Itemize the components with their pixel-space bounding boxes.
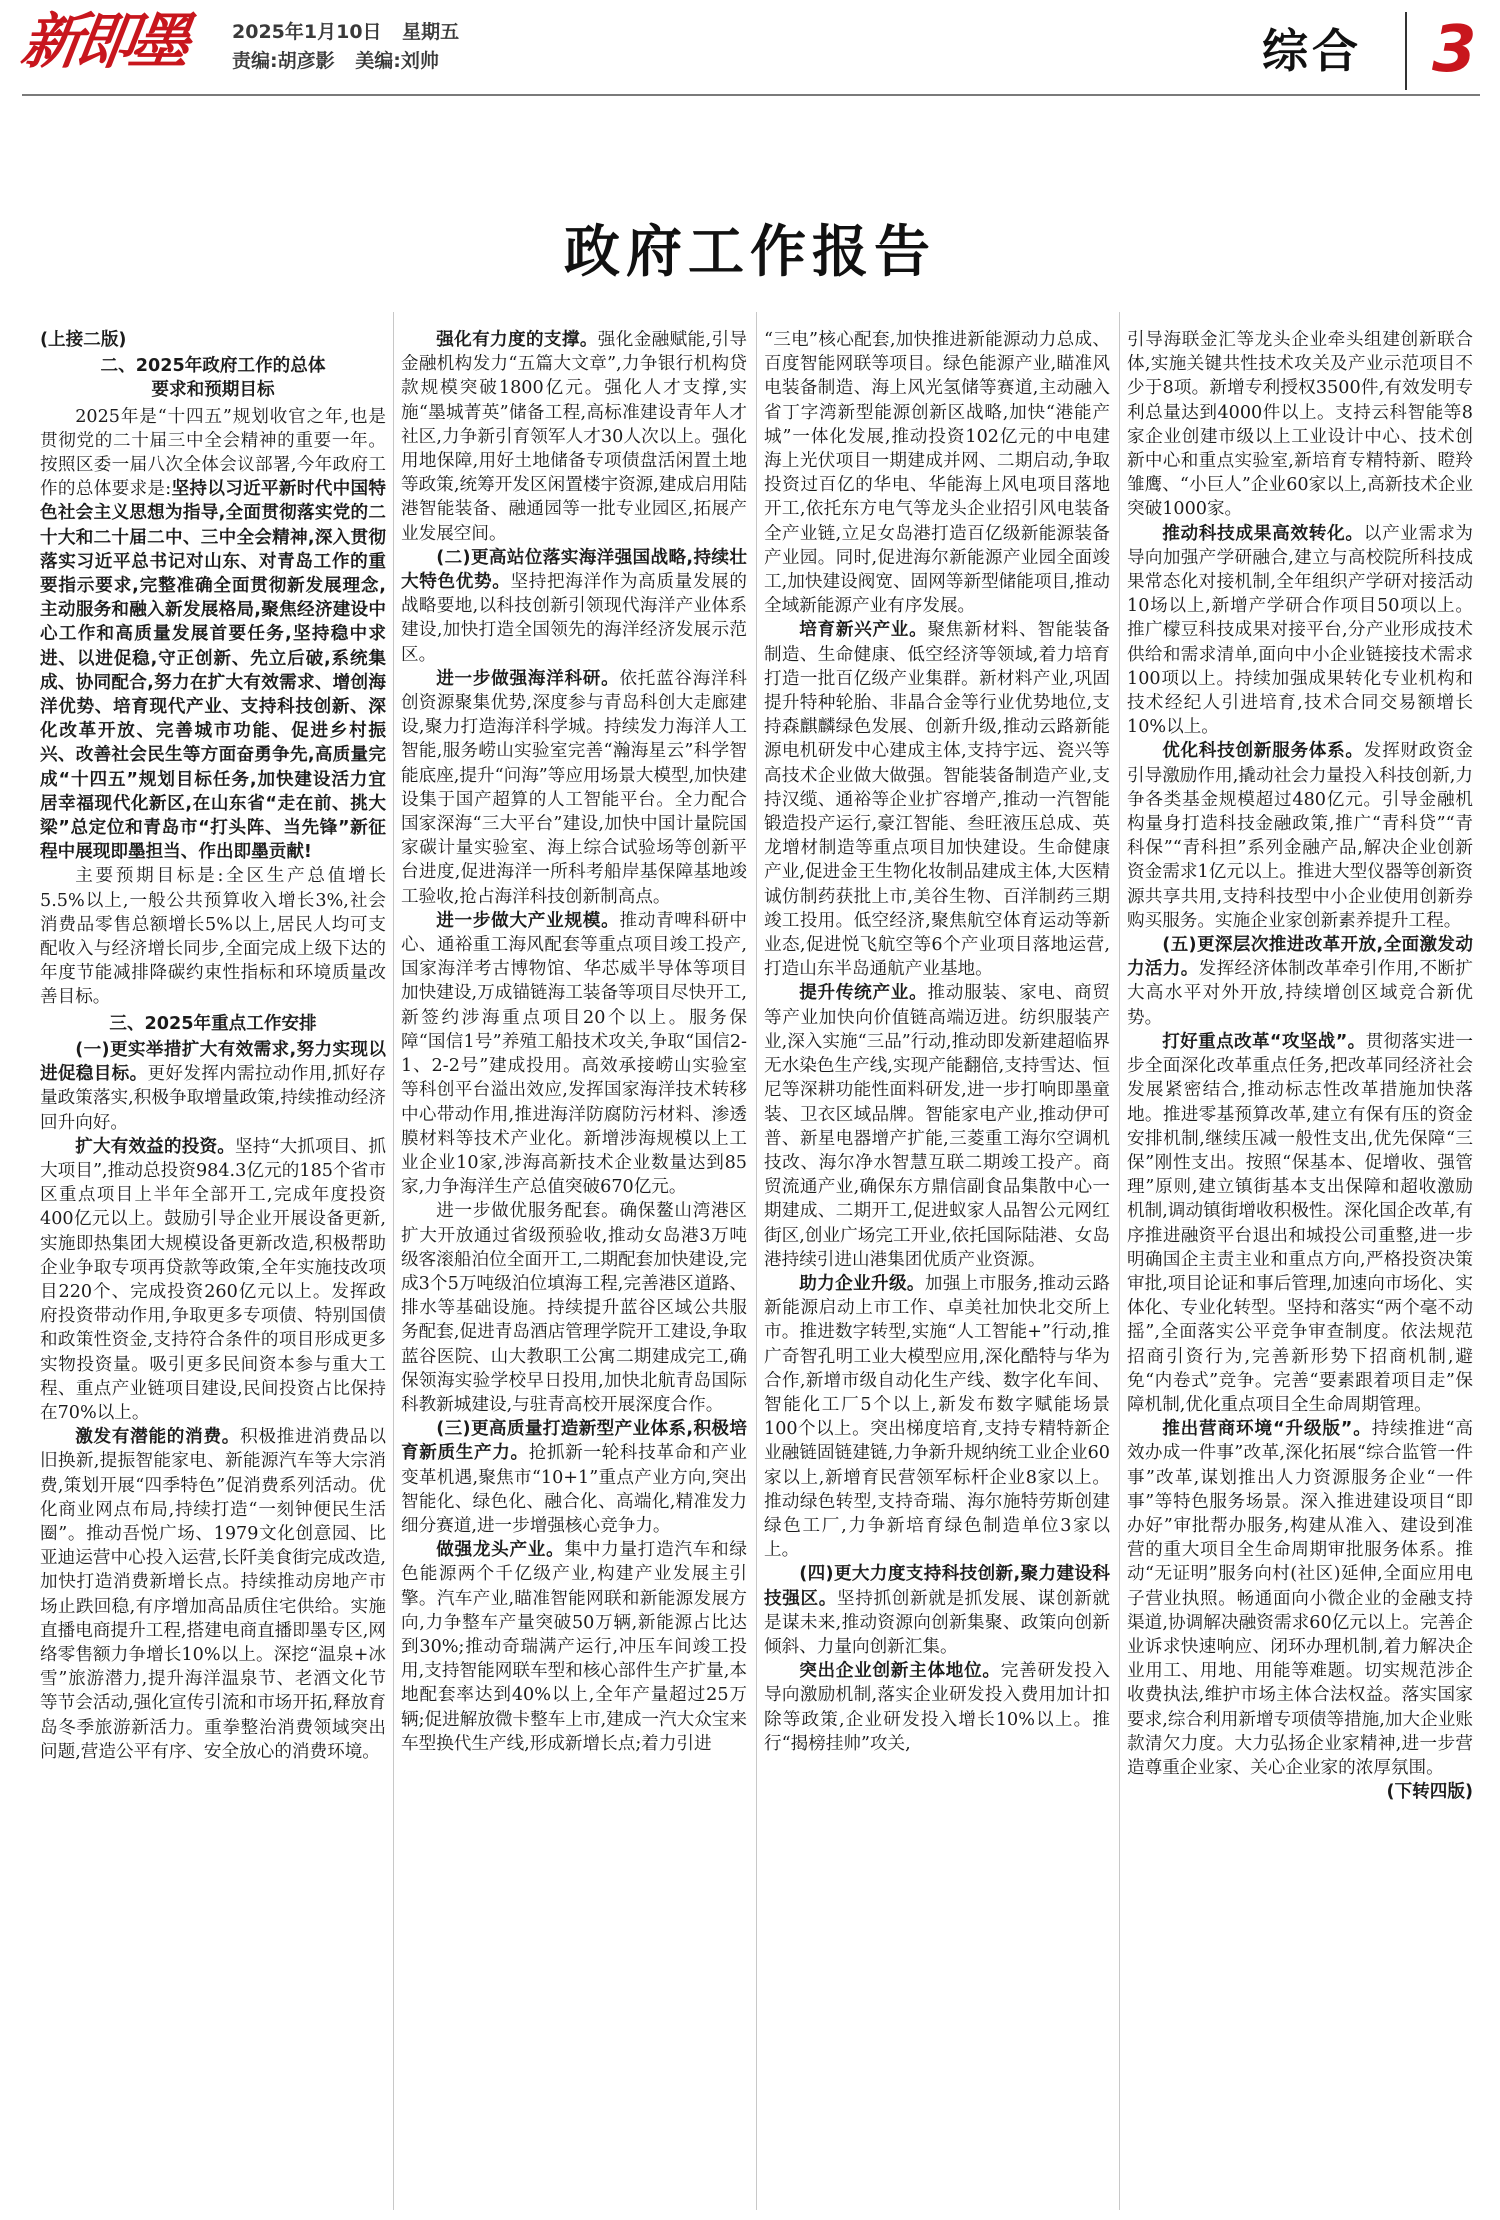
subsection-heading: (三)更高质量打造新型产业体系,积极培育新质生产力。 [401,1419,747,1464]
paragraph-text: 推动青啤科研中心、通裕重工海风配套等重点项目竣工投产,国家海洋考古博物馆、华芯威半导体等项目加快建设,万成锚链海工装备等项目尽快开工,新签约涉海重点项目20个以上。服务保障“国信1号”养殖工船技术攻关,争取“国信2-1、2-2号”建成投用。高效承接崂山实验室等科创平台溢出效应,发挥国家海洋技术转移中心带动作用,推进海洋防腐防污材料、渗透膜材料等技术产业化。新增涉海规模以上工业企业10家,涉海高新技术企业数量达到85家,力争海洋生产总值突破670亿元。 [401,910,747,1198]
column-divider [756,312,757,2210]
article-column-4 [1127,328,1473,2218]
paragraph-lead: 打好重点改革“攻坚战”。 [1162,1031,1366,1052]
section-heading: 三、2025年重点工作安排 [109,1013,317,1034]
paragraph-lead: 进一步做强海洋科研。 [436,668,620,689]
paragraph-text: 坚持抓创新就是抓发展、谋创新就是谋未来,推动资源向创新集聚、政策向创新倾斜、力量向创新汇集。 [764,1588,1110,1657]
paragraph-lead: 强化有力度的支撑。 [436,330,598,350]
paragraph-text: 发挥财政资金引导激励作用,撬动社会力量投入科技创新,力争各类基金规模超过480亿元。引导金融机构量身打造科技金融政策,推广“青科贷”“青科保”“青科担”系列金融产品,解决企业创新资金需求1亿元以上。推进大型仪器等创新资源共享共用,支持科技型中小企业使用创新券购买服务。实施企业家创新素养提升工程。 [1127,741,1473,931]
paragraph: 主要预期目标是:全区生产总值增长5.5%以上,一般公共预算收入增长3%,社会消费品零售总额增长5%以上,居民人均可支配收入与经济增长同步,全面完成上级下达的年度节能减排降碳约束性指标和环境质量改善目标。 [40,866,386,1008]
column-divider [1119,312,1120,2210]
paragraph-text: 积极推进消费品以旧换新,提振智能家电、新能源汽车等大宗消费,策划开展“四季特色”促消费系列活动。优化商业网点布局,持续打造“一刻钟便民生活圈”。推动吾悦广场、1979文化创意园、比亚迪运营中心投入运营,长阡美食街完成改造,加快打造消费新增长点。持续推动房地产市场止跌回稳,有序增加高品质住宅供给。实施直播电商提升工程,搭建电商直播即墨专区,网络零售额力争增长10%以上。深挖“温泉+冰雪”旅游潜力,提升海洋温泉节、老酒文化节等节会活动,强化宣传引流和市场开拓,释放育岛冬季旅游新活力。重拳整治消费领域突出问题,营造公平有序、安全放心的消费环境。 [40,1427,386,1762]
paragraph-text: 持续推进“高效办成一件事”改革,深化拓展“综合监管一件事”改革,谋划推出人力资源服务企业“一件事”等特色服务场景。深入推进建设项目“即办好”审批帮办服务,构建从准入、建设到准营的重大项目全生命周期审批服务体系。推动“无证明”服务向村(社区)延伸,全面应用电子营业执照。畅通面向小微企业的金融支持渠道,协调解决融资需求60亿元以上。完善企业诉求快速响应、闭环办理机制,着力解决企业用工、用地、用能等难题。切实规范涉企收费执法,维护市场主体合法权益。落实国家要求,综合利用新增专项债等措施,加大企业账款清欠力度。大力弘扬企业家精神,进一步营造尊重企业家、关心企业家的浓厚氛围。 [1127,1419,1473,1778]
paragraph-text: 聚焦新材料、智能装备制造、生命健康、低空经济等领域,着力培育打造一批百亿级产业集群。新材料产业,巩固提升特种轮胎、非晶合金等行业优势地位,支持森麒麟绿色发展、创新升级,推动云路新能源电机研发中心建成主体,支持宇远、瓷兴等高技术企业做大做强。智能装备制造产业,支持汉缆、通裕等企业扩容增产,推动一汽智能锻造投产运行,豪江智能、叁旺液压总成、英龙增材制造等重点项目加快建设。生命健康产业,促进金王生物化妆制品建成主体,大医精诚仿制药获批上市,美谷生物、百洋制药三期竣工投用。低空经济,聚焦航空体育运动等新业态,促进悦飞航空等6个产业项目落地运营,打造山东半岛通航产业基地。 [764,620,1110,980]
paragraph: 引导海联金汇等龙头企业牵头组建创新联合体,实施关键共性技术攻关及产业示范项目不少于8项。新增专利授权3500件,有效发明专利总量达到4000件以上。支持云科智能等8家企业创建市级以上工业设计中心、技术创新中心和重点实验室,新培育专精特新、瞪羚雏鹰、“小巨人”企业60家以上,高新技术企业突破1000家。 [1127,330,1473,520]
article-column-3 [764,328,1110,2218]
paragraph-text: 发挥经济体制改革牵引作用,不断扩大高水平对外开放,持续增创区域竞合新优势。 [1127,959,1473,1028]
paragraph [401,1417,747,1538]
masthead-rule [22,94,1480,96]
paragraph [40,1425,386,1764]
page-number: 3 [1432,13,1477,87]
paragraph [1127,739,1473,933]
masthead-divider [1405,12,1407,90]
column-divider [393,312,394,2210]
subsection-heading: (一)更实举措扩大有效需求,努力实现以进促稳目标。 [40,1039,386,1085]
paragraph-lead: 进一步做大产业规模。 [436,910,620,931]
paragraph-text: 坚持“大抓项目、抓大项目”,推动总投资984.3亿元的185个省市区重点项目上半年全部开工,完成年度投资400亿元以上。鼓励引导企业开展设备更新,实施即热集团大规模设备更新改造,积极帮助企业争取专项再贷款等政策,全年实施技改项目220个、完成投资260亿元以上。发挥政府投资带动作用,争取更多专项债、特别国债和政策性资金,支持符合条件的项目形成更多实物投资量。吸引更多民间资本参与重大工程、重点产业链项目建设,民间投资占比保持在70%以上。 [40,1136,386,1423]
paragraph [1127,522,1473,740]
newspaper-logo: 新即墨 [17,7,189,77]
paragraph-text: 贯彻落实进一步全面深化改革重点任务,把改革同经济社会发展紧密结合,推动标志性改革措施加快落地。推进零基预算改革,建立有保有压的资金安排机制,继续压减一般性支出,优先保障“三保”刚性支出。按照“保基本、促增收、强管理”原则,建立镇街基本支出保障和超收激励机制,调动镇街增收积极性。深化国企改革,有序推进融资平台退出和城投公司重整,进一步明确国企主责主业和重点方向,严格投资决策审批,项目论证和事后管理,加速向市场化、实体化、专业化转型。坚持和落实“两个毫不动摇”,全面落实公平竞争审查制度。依法规范招商引资行为,完善新形势下招商机制,避免“内卷式”竞争。完善“要素跟着项目走”保障机制,优化重点项目全生命周期管理。 [1127,1031,1473,1415]
paragraph-lead: 培育新兴产业。 [799,620,928,641]
paragraph: 进一步做优服务配套。确保鳌山湾港区扩大开放通过省级预验收,推动女岛港3万吨级客滚船泊位全面开工,二期配套加快建设,完成3个5万吨级泊位填海工程,完善港区道路、排水等基础设施。持续提升蓝谷区域公共服务配套,促进青岛酒店管理学院开工建设,争取蓝谷医院、山大教职工公寓二期建成完工,确保领海实验学校早日投用,加快北航青岛国际科教新城建设,与驻青高校开展深度合作。 [401,1201,747,1415]
heading-line: 要求和预期目标 [151,380,275,401]
art-editor: 美编:刘帅 [355,50,439,72]
paragraph: “三电”核心配套,加快推进新能源动力总成、百度智能网联等项目。绿色能源产业,瞄准风电装备制造、海上风光氢储等赛道,主动融入省丁字湾新型能源创新区战略,加快“港能产城”一体化发展,推动投资102亿元的中电建海上光伏项目一期建成并网、二期启动,争取投资过百亿的华电、华能海上风电项目落地开工,依托东方电气等龙头企业招引风电装备全产业链,立足女岛港打造百亿级新能源装备产业园。同时,促进海尔新能源产业园全面竣工,加快建设阀宽、固网等新型储能项目,推动全域新能源产业有序发展。 [764,330,1110,617]
paragraph-text: 2025年是“十四五”规划收官之年,也是贯彻党的二十届三中全会精神的重要一年。按照区委一届八次全体会议部署,今年政府工作的总体要求是: [40,406,386,500]
issue-date: 2025年1月10日 [232,21,382,43]
paragraph-text: 依托蓝谷海洋科创资源聚集优势,深度参与青岛科创大走廊建设,聚力打造海洋科学城。持续发力海洋人工智能,服务崂山实验室完善“瀚海星云”科学智能底座,提升“问海”等应用场景大模型,加快建设集于国产超算的人工智能平台。全力配合国家深海“三大平台”建设,加快中国计量院国家碳计量实验室、海上综合试验场等创新平台进度,促进海洋一所科考船岸基保障基地竣工验收,抢占海洋科技创新制高点。 [401,668,747,907]
article-headline: 政府工作报告 [564,218,936,285]
paragraph [1127,1030,1473,1417]
paragraph [401,328,747,546]
section-heading [40,354,386,402]
paragraph [764,618,1110,981]
responsible-editor: 责编:胡彦影 [232,50,335,72]
paragraph-lead: 做强龙头产业。 [436,1540,565,1561]
paragraph-lead: 推动科技成果高效转化。 [1162,523,1364,544]
paragraph-text: 加强上市服务,推动云路新能源启动上市工作、卓美社加快北交所上市。推进数字转型,实施“人工智能+”行动,推广奇智孔明工业大模型应用,深化酷特与华为合作,新增市级自动化生产线、数字化车间、智能化工厂5个以上,新发布数字赋能场景100个以上。突出梯度培育,支持专精特新企业融链固链建链,力争新升规纳统工业企业60家以上,新增育民营领军标杆企业8家以上。推动绿色转型,支持奇瑞、海尔施特劳斯创建绿色工厂,力争新培育绿色制造单位3家以上。 [764,1273,1110,1561]
article-column-2 [401,328,747,2218]
article-column-1 [40,328,386,2218]
paragraph [1127,933,1473,1030]
paragraph-lead: 扩大有效益的投资。 [75,1136,235,1157]
paragraph [401,546,747,667]
issue-meta [232,18,473,76]
heading-line: 二、2025年政府工作的总体 [100,356,326,377]
paragraph-lead: 激发有潜能的消费。 [75,1427,241,1448]
paragraph-emphasis: 坚持以习近平新时代中国特色社会主义思想为指导,全面贯彻落实党的二十大和二十届二中、三中全会精神,深入贯彻落实习近平总书记对山东、对青岛工作的重要指示要求,完整准确全面贯彻新发展理念,主动服务和融入新发展格局,聚焦经济建设中心工作和高质量发展首要任务,坚持稳中求进、以进促稳,守正创新、先立后破,系统集成、协同配合,努力在扩大有效需求、增创海洋优势、培育现代产业、支持科技创新、深化改革开放、完善城市功能、促进乡村振兴、改善社会民生等方面奋勇争先,高质量完成“十四五”规划目标任务,加快建设活力宜居幸福现代化新区,在山东省“走在前、挑大梁”总定位和青岛市“打头阵、当先锋”新征程中展现即墨担当、作出即墨贡献! [40,479,386,863]
continued-on-note: (下转四版) [1386,1782,1473,1803]
paragraph [764,1562,1110,1659]
subsection-heading: (二)更高站位落实海洋强国战略,持续壮大特色优势。 [401,547,747,593]
paragraph [401,909,747,1199]
paragraph [1127,1417,1473,1780]
paragraph [764,1272,1110,1562]
paragraph-text: 强化金融赋能,引导金融机构发力“五篇大文章”,力争银行机构贷款规模突破1800亿元。强化人才支撑,实施“墨城菁英”储备工程,高标准建设青年人才社区,力争新引育领军人才30人次以上。强化用地保障,用好土地储备专项债盘活闲置土地等政策,统筹开发区闲置楼宇资源,建成启用陆港智能装备、融通园等一批专业园区,拓展产业发展空间。 [401,330,747,544]
paragraph-text: 以产业需求为导向加强产学研融合,建立与高校院所科技成果常态化对接机制,全年组织产学研对接活动10场以上,新增产学研合作项目50项以上。推广檬豆科技成果对接平台,分产业形成技术供给和需求清单,面向中小企业链接技术需求100项以上。持续加强成果转化专业机构和技术经纪人引进培育,技术合同交易额增长10%以上。 [1127,523,1473,738]
subsection-heading: (五)更深层次推进改革开放,全面激发动力活力。 [1127,935,1473,980]
paragraph [40,1038,386,1135]
paragraph-text: 推动服装、家电、商贸等产业加快向价值链高端迈进。纺织服装产业,深入实施“三品”行动,推动即发新建超临界无水染色生产线,实现产能翻倍,支持雪达、恒尼等深耕功能性面料研发,进一步打响即墨童装、卫衣区域品牌。智能家电产业,推动伊可普、新星电器增产扩能,三菱重工海尔空调机技改、海尔净水智慧互联二期竣工投产。商贸流通产业,确保东方鼎信副食品集散中心一期建成、二期开工,促进蚁家人品智公元网红街区,创业广场完工开业,依托国际陆港、女岛港持续引进山港集团优质产业资源。 [764,983,1110,1270]
paragraph-text: 集中力量打造汽车和绿色能源两个千亿级产业,构建产业发展主引擎。汽车产业,瞄准智能网联和新能源发展方向,力争整车产量突破50万辆,新能源占比达到30%;推动奇瑞满产运行,冲压车间竣工投用,支持智能网联车型和核心部件生产扩量,本地配套率达到40%以上,全年产量超过25万辆;促进解放微卡整车上市,建成一汽大众宝来车型换代生产线,形成新增长点;着力引进 [401,1540,747,1754]
paragraph [764,1659,1110,1756]
paragraph-text: 完善研发投入导向激励机制,落实企业研发投入费用加计扣除等政策,企业研发投入增长10%以上。推行“揭榜挂帅”攻关, [764,1661,1110,1754]
paragraph-lead: 提升传统产业。 [799,983,928,1004]
paragraph-lead: 推出营商环境“升级版”。 [1162,1419,1372,1440]
paragraph-text: 坚持把海洋作为高质量发展的战略要地,以科技创新引领现代海洋产业体系建设,加快打造全国领先的海洋经济发展示范区。 [401,572,747,665]
paragraph [40,405,386,865]
issue-weekday: 星期五 [402,21,460,43]
paragraph-lead: 突出企业创新主体地位。 [799,1661,1001,1682]
paragraph [401,1538,747,1756]
paragraph [40,1135,386,1425]
paragraph [764,981,1110,1271]
paragraph-text: 更好发挥内需拉动作用,抓好存量政策落实,积极争取增量政策,持续推动经济回升向好。 [40,1064,386,1133]
paragraph-text: 抢抓新一轮科技革命和产业变革机遇,聚焦市“10+1”重点产业方向,突出智能化、绿色化、融合化、高端化,精准发力细分赛道,进一步增强核心竞争力。 [401,1443,747,1536]
paragraph [401,667,747,909]
paragraph-lead: 优化科技创新服务体系。 [1162,741,1364,762]
masthead [0,0,1500,100]
section-name: 综合 [1262,24,1362,78]
subsection-heading: (四)更大力度支持科技创新,聚力建设科技强区。 [764,1564,1110,1609]
paragraph-lead: 助力企业升级。 [799,1273,925,1294]
continued-from-note: (上接二版) [40,330,127,350]
